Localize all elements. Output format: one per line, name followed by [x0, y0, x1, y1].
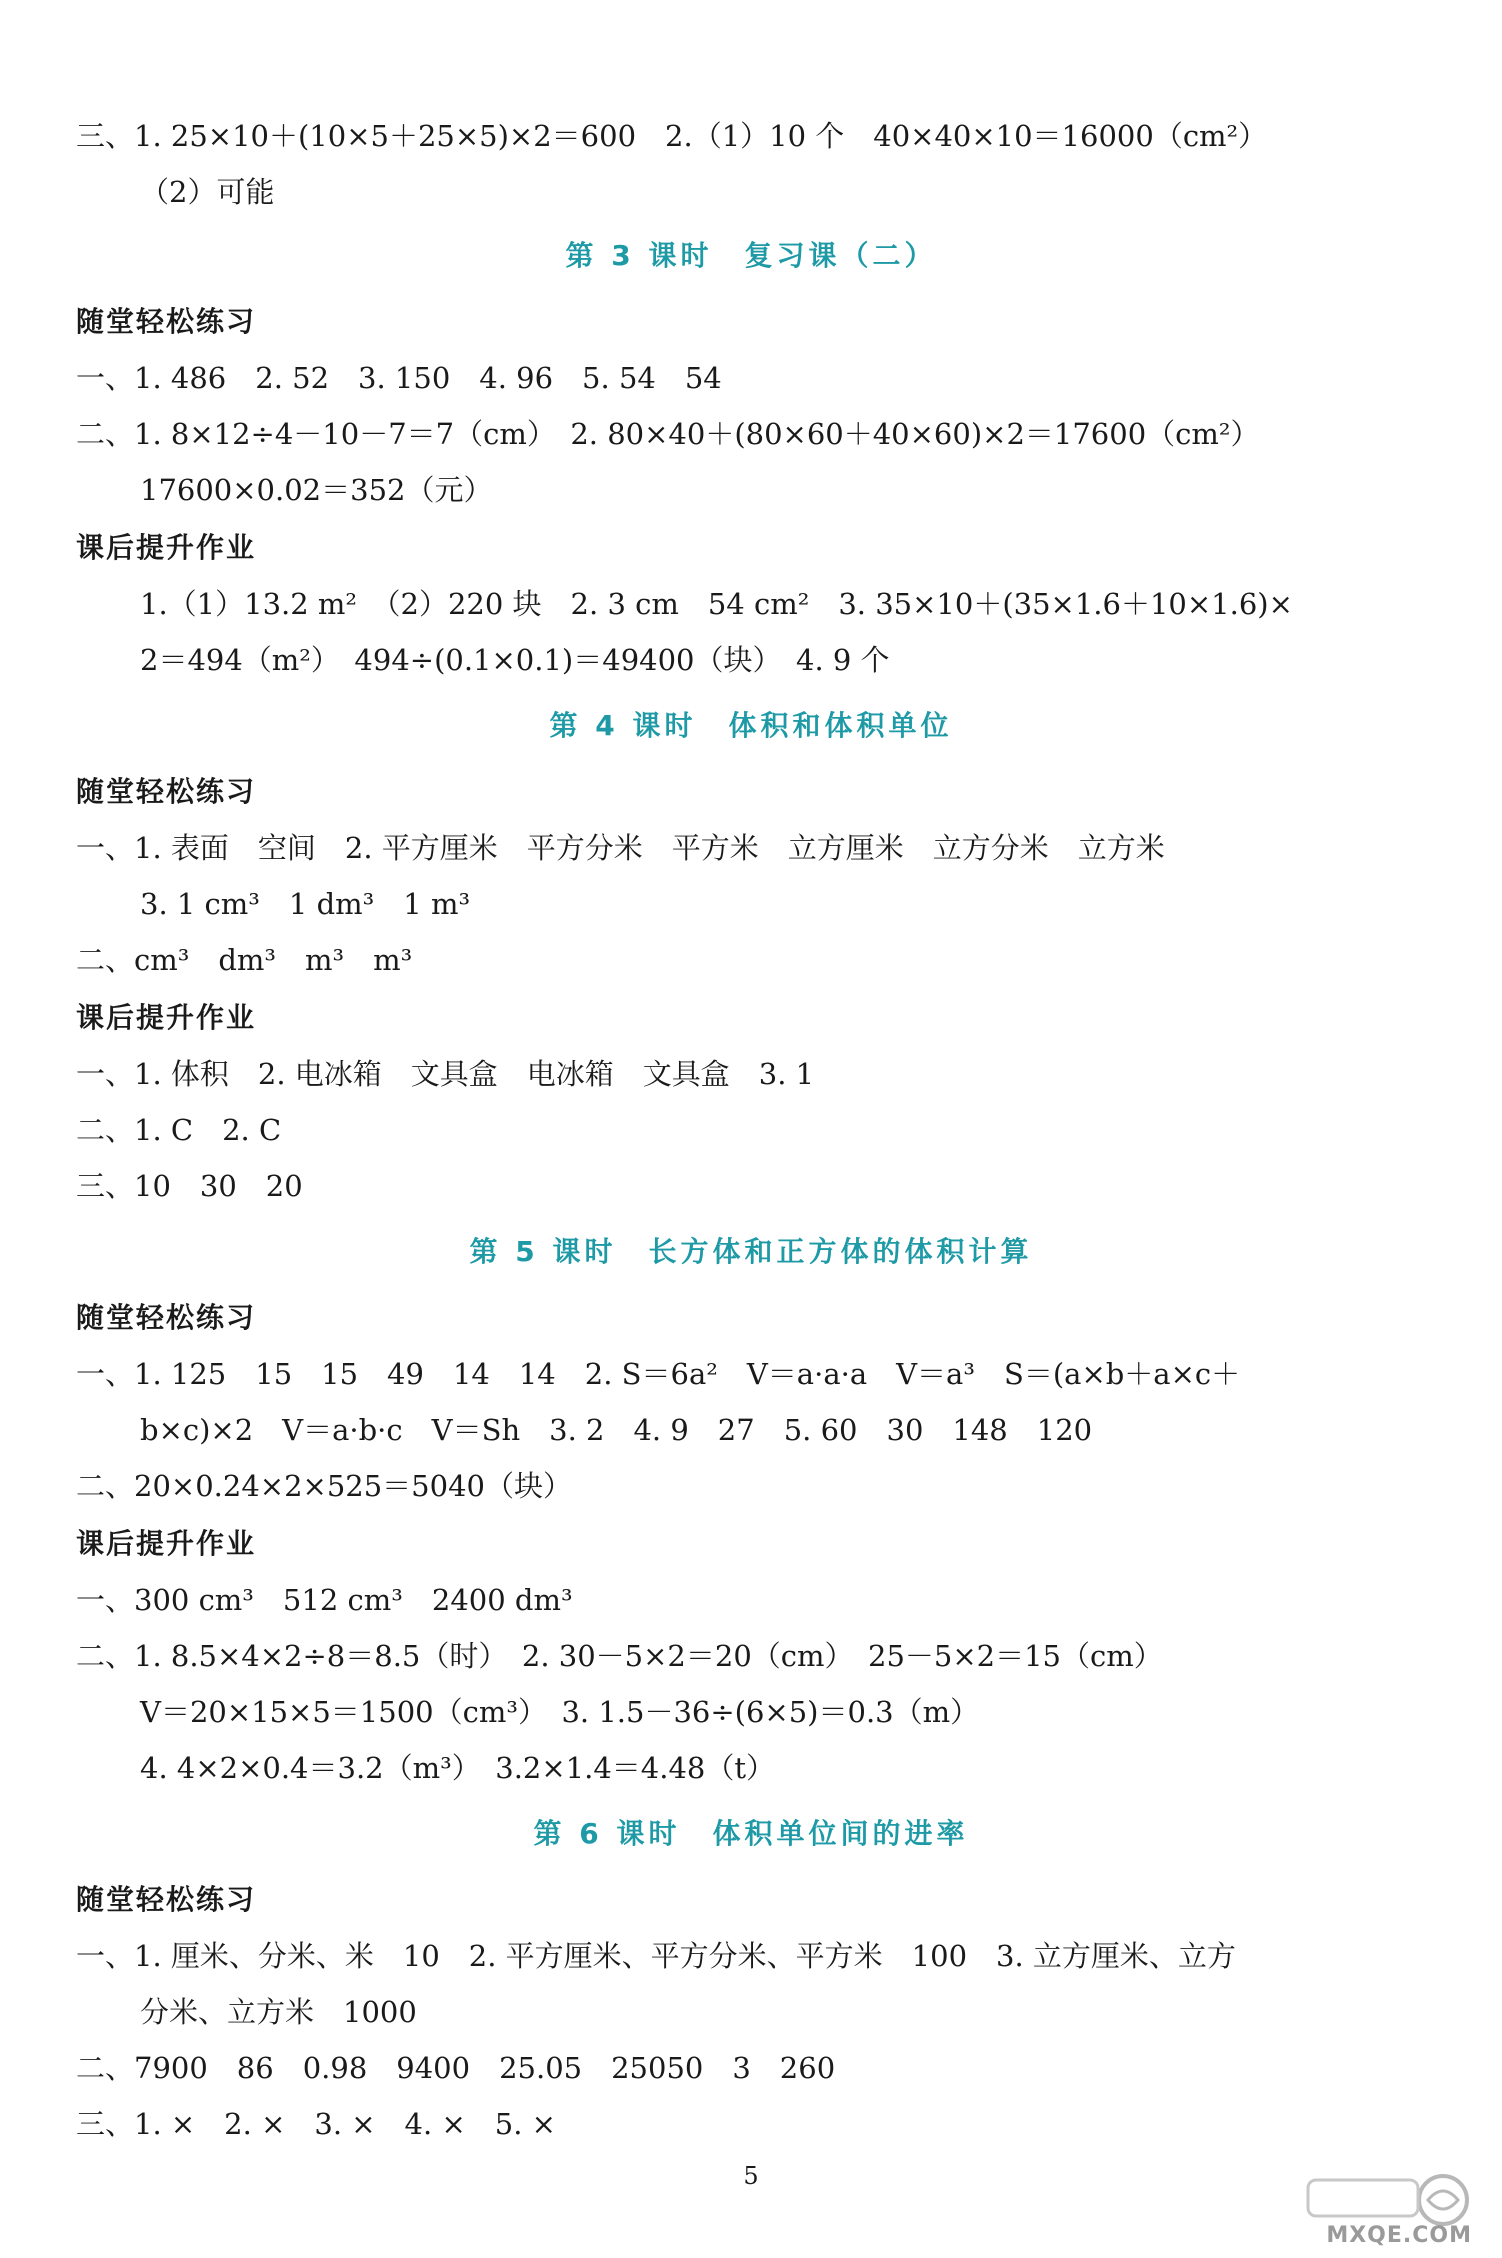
answer-line: 二、1. C 2. C: [76, 1113, 282, 1147]
watermark-text: MXQE.COM: [1326, 2223, 1472, 2248]
answer-line: 一、1. 486 2. 52 3. 150 4. 96 5. 54 54: [76, 361, 722, 395]
answer-line: 一、1. 体积 2. 电冰箱 文具盒 电冰箱 文具盒 3. 1: [76, 1057, 815, 1091]
answer-line: 三、1. × 2. × 3. × 4. × 5. ×: [76, 2107, 556, 2141]
answer-line: 二、1. 8×12÷4－10－7＝7（cm） 2. 80×40＋(80×60＋40×60)×2＝17600（cm²）: [76, 417, 1260, 451]
lesson-heading: 第 6 课时 体积单位间的进率: [533, 1817, 969, 1850]
page-number: 5: [743, 2162, 759, 2190]
section-subtitle: 随堂轻松练习: [76, 305, 257, 338]
answer-line: b×c)×2 V＝a·b·c V＝Sh 3. 2 4. 9 27 5. 60 30 148 120: [140, 1413, 1093, 1447]
answer-line: 二、cm³ dm³ m³ m³: [76, 943, 413, 977]
section-subtitle: 课后提升作业: [76, 1001, 257, 1034]
answer-line: 二、20×0.24×2×525＝5040（块）: [76, 1469, 572, 1503]
section-subtitle: 随堂轻松练习: [76, 1301, 257, 1334]
answer-line: 一、300 cm³ 512 cm³ 2400 dm³: [76, 1583, 573, 1617]
answer-line: （2）可能: [140, 175, 275, 209]
answer-line: 17600×0.02＝352（元）: [140, 473, 493, 507]
section-subtitle: 随堂轻松练习: [76, 1883, 257, 1916]
answer-line: 三、1. 25×10＋(10×5＋25×5)×2＝600 2.（1）10 个 40×40×10＝16000（cm²）: [76, 119, 1268, 153]
lesson-heading: 第 5 课时 长方体和正方体的体积计算: [469, 1235, 1033, 1268]
lesson-heading: 第 3 课时 复习课（二）: [565, 239, 937, 272]
answer-line: V＝20×15×5＝1500（cm³） 3. 1.5－36÷(6×5)＝0.3（m）: [140, 1695, 980, 1729]
answer-line: 1.（1）13.2 m² （2）220 块 2. 3 cm 54 cm² 3. 35×10＋(35×1.6＋10×1.6)×: [140, 587, 1293, 621]
answer-line: 2＝494（m²） 494÷(0.1×0.1)＝49400（块） 4. 9 个: [140, 643, 890, 677]
answer-line: 分米、立方米 1000: [140, 1995, 417, 2029]
answer-line: 3. 1 cm³ 1 dm³ 1 m³: [140, 887, 471, 921]
answer-line: 三、10 30 20: [76, 1169, 303, 1203]
section-subtitle: 课后提升作业: [76, 1527, 257, 1560]
answer-line: 二、7900 86 0.98 9400 25.05 25050 3 260: [76, 2051, 836, 2085]
answer-line: 二、1. 8.5×4×2÷8＝8.5（时） 2. 30－5×2＝20（cm） 25－5×2＝15（cm）: [76, 1639, 1163, 1673]
answer-line: 4. 4×2×0.4＝3.2（m³） 3.2×1.4＝4.48（t）: [140, 1751, 776, 1785]
section-subtitle: 课后提升作业: [76, 531, 257, 564]
answer-line: 一、1. 表面 空间 2. 平方厘米 平方分米 平方米 立方厘米 立方分米 立方米: [76, 831, 1165, 865]
answer-line: 一、1. 125 15 15 49 14 14 2. S＝6a² V＝a·a·a V＝a³ S＝(a×b＋a×c＋: [76, 1357, 1241, 1391]
answer-line: 一、1. 厘米、分米、米 10 2. 平方厘米、平方分米、平方米 100 3. 立方厘米、立方: [76, 1939, 1236, 1973]
section-subtitle: 随堂轻松练习: [76, 775, 257, 808]
lesson-heading: 第 4 课时 体积和体积单位: [549, 709, 953, 742]
